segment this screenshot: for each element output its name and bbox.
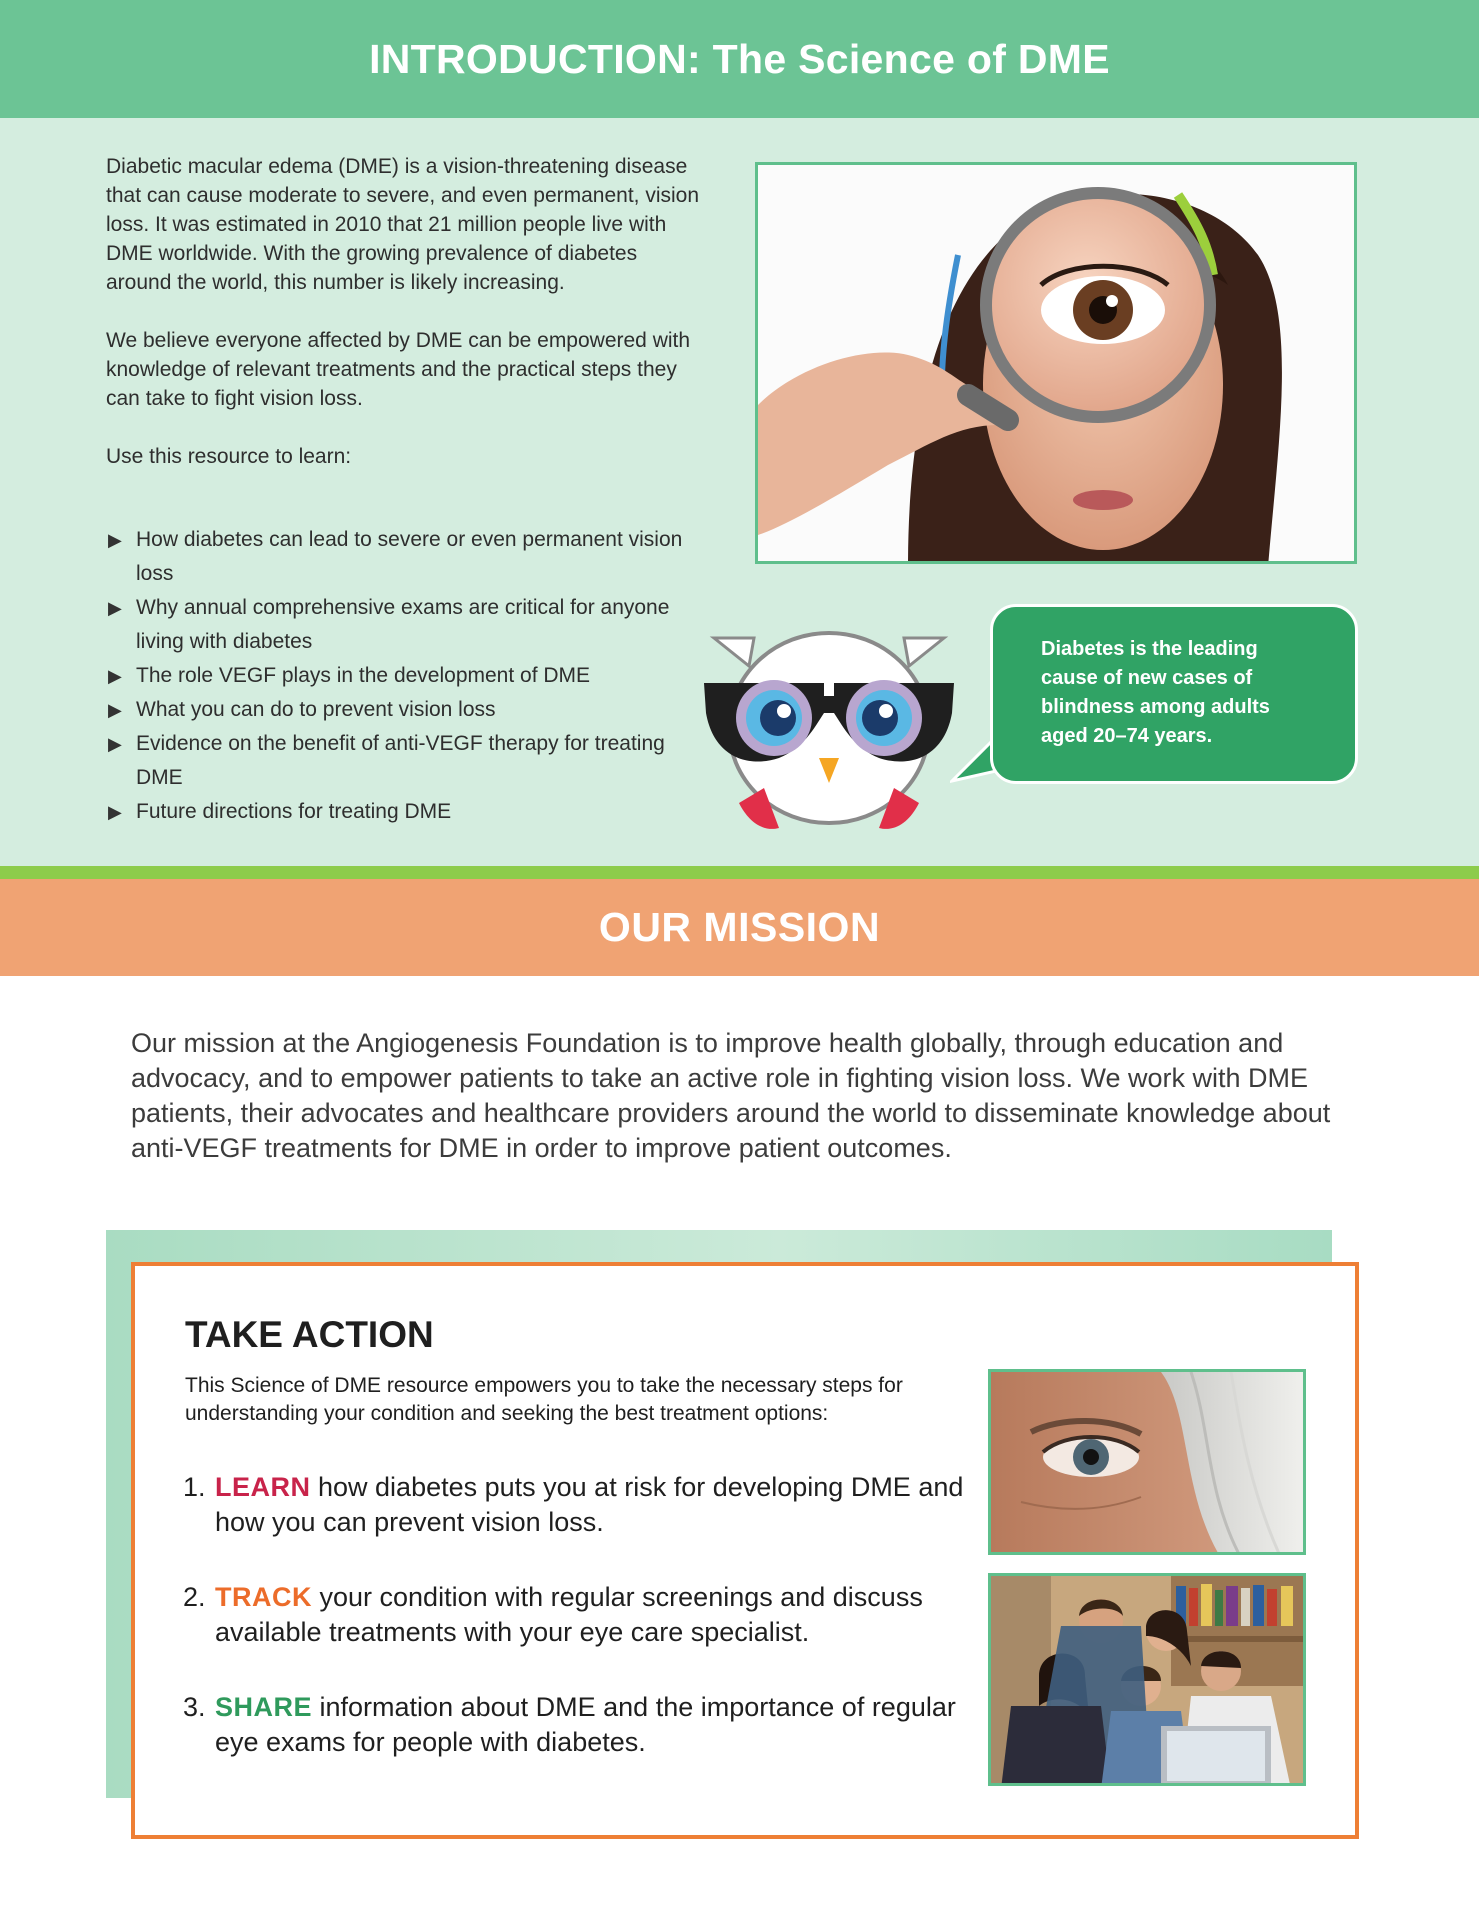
- step-keyword: LEARN: [215, 1472, 311, 1502]
- learn-list: [108, 523, 688, 829]
- take-action-title: TAKE ACTION: [185, 1314, 434, 1355]
- owl-mascot-icon: [694, 618, 964, 834]
- mission-text: Our mission at the Angiogenesis Foundation is to improve health globally, through education and advocacy, and to empower patients to take an active role in fighting vision loss. We work with DME patients, their advocates and healthcare providers around the world to disseminate knowledge about anti-VEGF treatments for DME in order to improve patient outcomes.: [131, 1028, 1331, 1163]
- list-item: ▶ What you can do to prevent vision loss: [108, 693, 688, 727]
- step-learn: [183, 1470, 973, 1540]
- triangle-bullet-icon: ▶: [108, 700, 122, 720]
- divider: [0, 866, 1479, 879]
- intro-paragraph-3: Use this resource to learn:: [106, 445, 352, 468]
- speech-bubble: Diabetes is the leading cause of new cases of blindness among adults aged 20–74 years.: [990, 604, 1358, 784]
- mission-title: OUR MISSION: [0, 879, 1479, 976]
- step-text: how diabetes puts you at risk for developing DME and how you can prevent vision loss.: [215, 1472, 964, 1537]
- triangle-bullet-icon: ▶: [108, 734, 122, 754]
- list-item: ▶ Future directions for treating DME: [108, 795, 688, 829]
- list-item: ▶ How diabetes can lead to severe or even permanent vision loss: [108, 523, 688, 591]
- older-woman-eye-photo: [988, 1369, 1306, 1555]
- step-number: 3.: [183, 1692, 206, 1722]
- students-laptop-photo: [988, 1573, 1306, 1786]
- step-number: 1.: [183, 1472, 206, 1502]
- intro-section: [0, 118, 1479, 866]
- triangle-bullet-icon: ▶: [108, 530, 122, 550]
- list-item: ▶ Evidence on the benefit of anti-VEGF therapy for treating DME: [108, 727, 688, 795]
- step-keyword: SHARE: [215, 1692, 313, 1722]
- triangle-bullet-icon: ▶: [108, 802, 122, 822]
- step-keyword: TRACK: [215, 1582, 312, 1612]
- step-share: [183, 1690, 973, 1760]
- take-action-box: [131, 1262, 1359, 1839]
- intro-title: INTRODUCTION: The Science of DME: [0, 0, 1479, 118]
- step-track: [183, 1580, 973, 1650]
- step-text: your condition with regular screenings and discuss available treatments with your eye care specialist.: [215, 1582, 923, 1647]
- list-item: ▶ Why annual comprehensive exams are critical for anyone living with diabetes: [108, 591, 688, 659]
- take-action-intro: This Science of DME resource empowers you to take the necessary steps for understanding your condition and seeking the best treatment options:: [185, 1374, 903, 1425]
- step-text: information about DME and the importance of regular eye exams for people with diabetes.: [215, 1692, 956, 1757]
- woman-magnifying-glass-photo: [755, 162, 1357, 564]
- intro-paragraph-1: Diabetic macular edema (DME) is a vision-threatening disease that can cause moderate to severe, and even permanent, vision loss. It was estimated in 2010 that 21 million people live with DME worldwide. With the growing prevalence of diabetes around the world, this number is likely increasing.: [106, 155, 700, 294]
- step-number: 2.: [183, 1582, 206, 1612]
- action-steps: [183, 1470, 973, 1800]
- intro-text: [106, 152, 706, 500]
- intro-paragraph-2: We believe everyone affected by DME can be empowered with knowledge of relevant treatments and the practical steps they can take to fight vision loss.: [106, 329, 691, 410]
- triangle-bullet-icon: ▶: [108, 598, 122, 618]
- triangle-bullet-icon: ▶: [108, 666, 122, 686]
- list-item: ▶ The role VEGF plays in the development of DME: [108, 659, 688, 693]
